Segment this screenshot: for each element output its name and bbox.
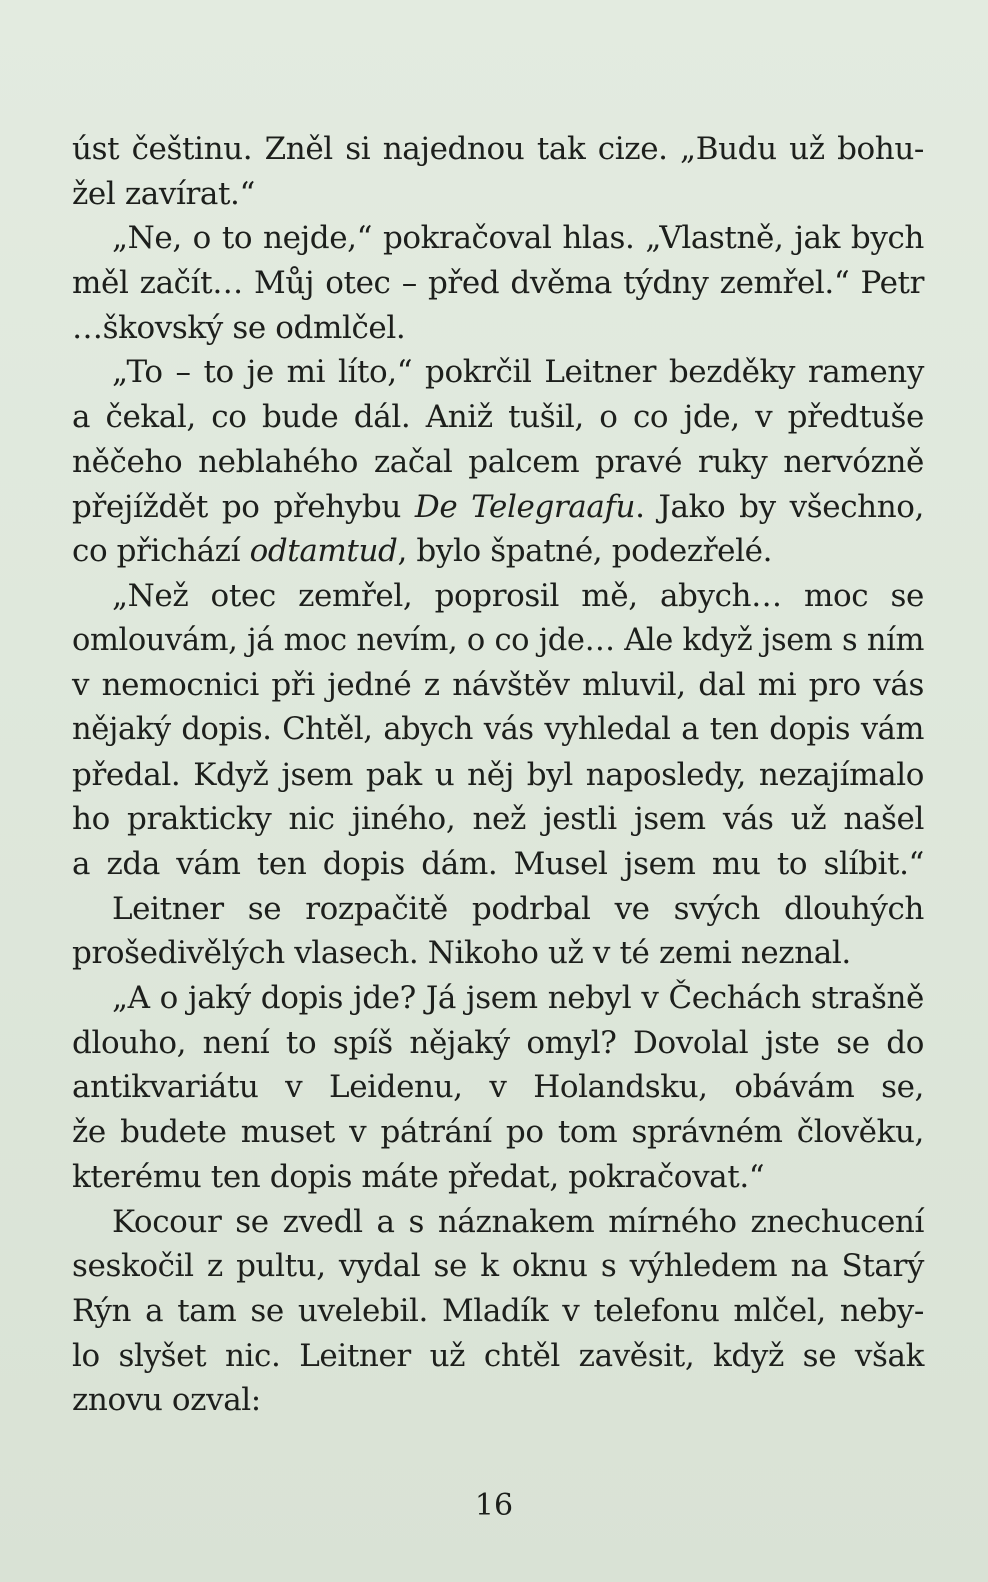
- text-line: …škovský se odmlčel.: [72, 309, 406, 346]
- text-line: předal. Když jsem pak u něj byl naposledy, nezajímalo: [72, 756, 924, 793]
- text-line: znovu ozval:: [72, 1382, 261, 1419]
- text-line: nějaký dopis. Chtěl, abych vás vyhledal a ten dopis vám: [72, 711, 924, 747]
- text-line: [72, 529, 924, 574]
- text-line: lo slyšet nic. Leitner už chtěl zavěsit, když se však: [72, 1337, 924, 1374]
- text-line: omlouvám, já moc nevím, o co jde… Ale když jsem s ním: [72, 622, 924, 658]
- text-line: „A o jaký dopis jde? Já jsem nebyl v Čechách strašně: [112, 980, 924, 1017]
- text-line: žel zavírat.“: [72, 175, 255, 212]
- text-line: ho prakticky nic jiného, než jestli jsem vás už našel: [72, 801, 924, 838]
- text-line: „Ne, o to nejde,“ pokračoval hlas. „Vlastně, jak bych: [112, 220, 924, 257]
- text-line: v nemocnici při jedné z návštěv mluvil, dal mi pro vás: [72, 667, 924, 704]
- text-line: úst češtinu. Zněl si najednou tak cize. „Budu už bohu-: [72, 131, 924, 167]
- text-line: „To – to je mi líto,“ pokrčil Leitner bezděky rameny: [112, 354, 924, 391]
- italic-title: De Telegraafu: [414, 488, 636, 525]
- text-line: a zda vám ten dopis dám. Musel jsem mu to slíbit.“: [72, 846, 924, 882]
- text-line: seskočil z pultu, vydal se k oknu s výhledem na Starý: [72, 1248, 924, 1285]
- body-text: [72, 127, 924, 1423]
- text-line: měl začít… Můj otec – před dvěma týdny zemřel.“ Petr: [72, 265, 924, 302]
- text-segment: , bylo špatné, podezřelé.: [397, 533, 773, 570]
- text-segment: co přichází: [72, 533, 250, 570]
- text-line: Kocour se zvedl a s náznakem mírného znechucení: [112, 1203, 924, 1240]
- text-line: že budete muset v pátrání po tom správném člověku,: [72, 1114, 924, 1151]
- italic-title: odtamtud: [249, 533, 398, 570]
- page-number: 16: [474, 1488, 514, 1523]
- text-line: něčeho neblahého začal palcem pravé ruky nervózně: [72, 443, 924, 480]
- text-line: [72, 485, 924, 530]
- text-line: antikvariátu v Leidenu, v Holandsku, obávám se,: [72, 1069, 924, 1106]
- text-line: a čekal, co bude dál. Aniž tušil, o co jde, v předtuše: [72, 399, 924, 436]
- text-segment: přejíždět po přehybu: [72, 488, 415, 525]
- text-line: „Než otec zemřel, poprosil mě, abych… moc se: [112, 577, 924, 614]
- text-line: Leitner se rozpačitě podrbal ve svých dlouhých: [112, 890, 924, 927]
- text-line: Rýn a tam se uvelebil. Mladík v telefonu mlčel, neby-: [72, 1292, 924, 1329]
- text-line: dlouho, není to spíš nějaký omyl? Dovolal jste se do: [72, 1024, 924, 1061]
- text-line: kterému ten dopis máte předat, pokračovat.“: [72, 1158, 765, 1195]
- text-line: prošedivělých vlasech. Nikoho už v té zemi neznal.: [72, 935, 851, 972]
- text-segment: . Jako by všechno,: [635, 488, 925, 525]
